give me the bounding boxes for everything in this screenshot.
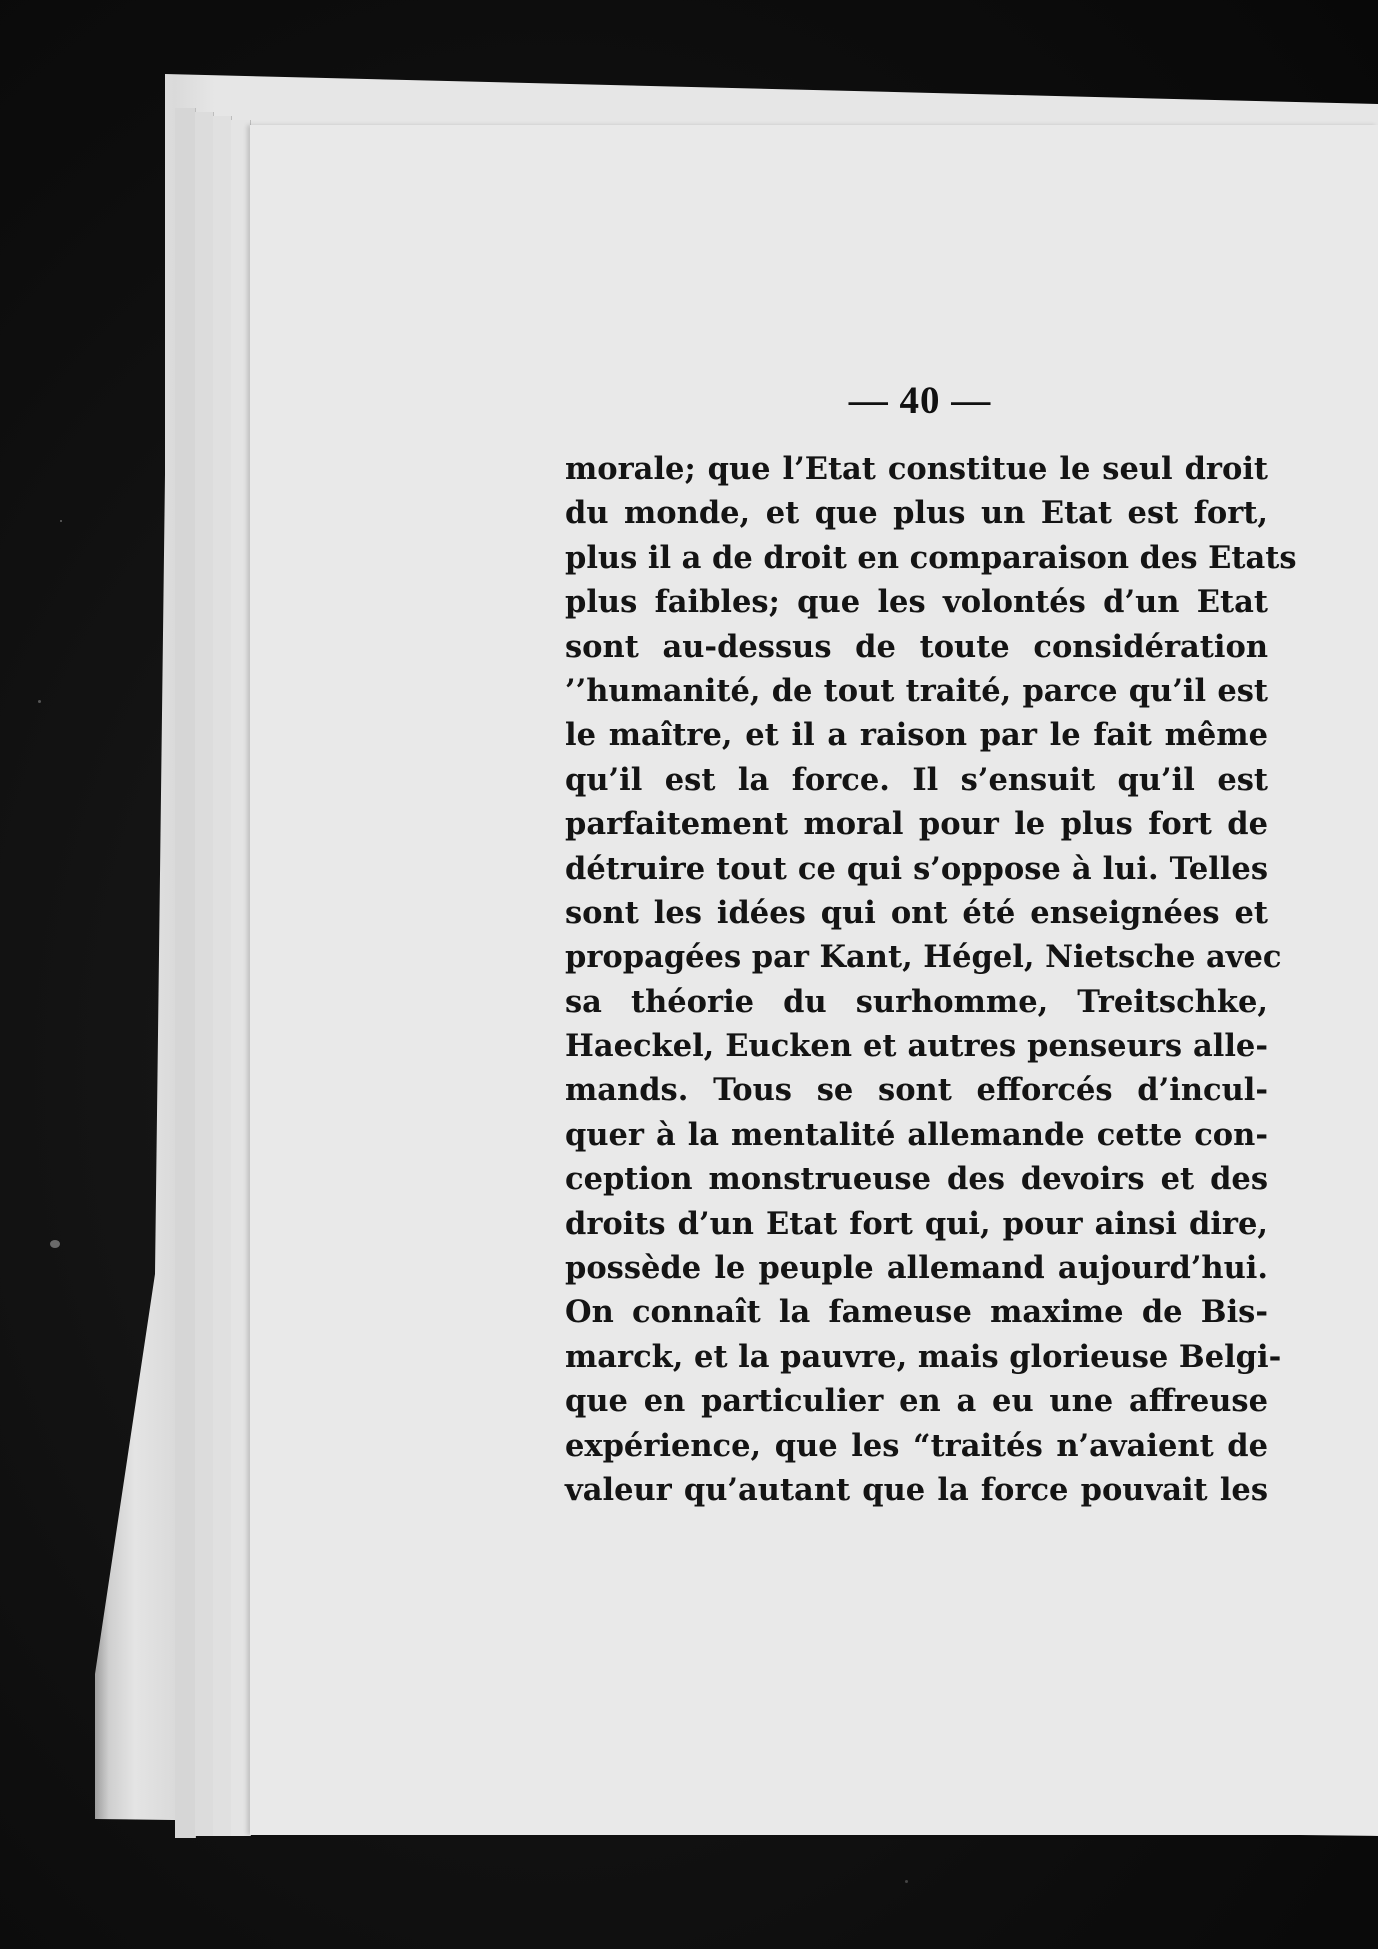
dust-speck <box>60 520 62 522</box>
text-line: morale; que l’Etat constitue le seul droit <box>565 451 1268 487</box>
dust-speck <box>50 1240 60 1248</box>
text-line: possède le peuple allemand aujourd’hui. <box>565 1250 1268 1287</box>
text-line: détruire tout ce qui s’oppose à lui. Telles <box>565 850 1268 887</box>
text-line: du monde, et que plus un Etat est fort, <box>565 495 1268 532</box>
page-edge <box>231 120 251 1836</box>
text-line: valeur qu’autant que la force pouvait les <box>565 1471 1268 1508</box>
text-line: expérience, que les “traités n’avaient de <box>565 1427 1268 1464</box>
text-line: propagées par Kant, Hégel, Nietsche avec <box>565 939 1282 976</box>
text-line: Haeckel, Eucken et autres penseurs alle- <box>565 1028 1268 1065</box>
text-line: sa théorie du surhomme, Treitschke, <box>565 983 1268 1020</box>
text-line: plus faibles; que les volontés d’un Etat <box>565 584 1268 621</box>
text-line: parfaitement moral pour le plus fort de <box>565 806 1268 843</box>
text-line: droits d’un Etat fort qui, pour ainsi dire, <box>565 1205 1268 1242</box>
text-line: mands. Tous se sont efforcés d’incul- <box>565 1072 1268 1109</box>
text-line: qu’il est la force. Il s’ensuit qu’il est <box>565 761 1268 798</box>
text-line: quer à la mentalité allemande cette con- <box>565 1116 1268 1153</box>
dust-speck <box>905 1880 908 1883</box>
text-line: sont au-dessus de toute considération <box>565 628 1268 665</box>
page-edge <box>213 116 232 1836</box>
text-line: sont les idées qui ont été enseignées et <box>565 894 1268 931</box>
dust-speck <box>38 700 41 703</box>
text-line: ception monstrueuse des devoirs et des <box>565 1161 1268 1198</box>
body-text <box>565 447 1297 1512</box>
text-line: marck, et la pauvre, mais glorieuse Belgi- <box>565 1338 1282 1375</box>
text-line: On connaît la fameuse maxime de Bis- <box>565 1294 1268 1331</box>
text-line: plus il a de droit en comparaison des Etats <box>565 539 1297 576</box>
text-line: ’’humanité, de tout traité, parce qu’il est <box>565 672 1268 709</box>
page-edge <box>175 108 196 1838</box>
text-line: que en particulier en a eu une affreuse <box>565 1383 1268 1420</box>
text-line: le maître, et il a raison par le fait même <box>565 717 1268 754</box>
page-number: — 40 — <box>848 379 992 422</box>
page-edge <box>195 112 214 1836</box>
